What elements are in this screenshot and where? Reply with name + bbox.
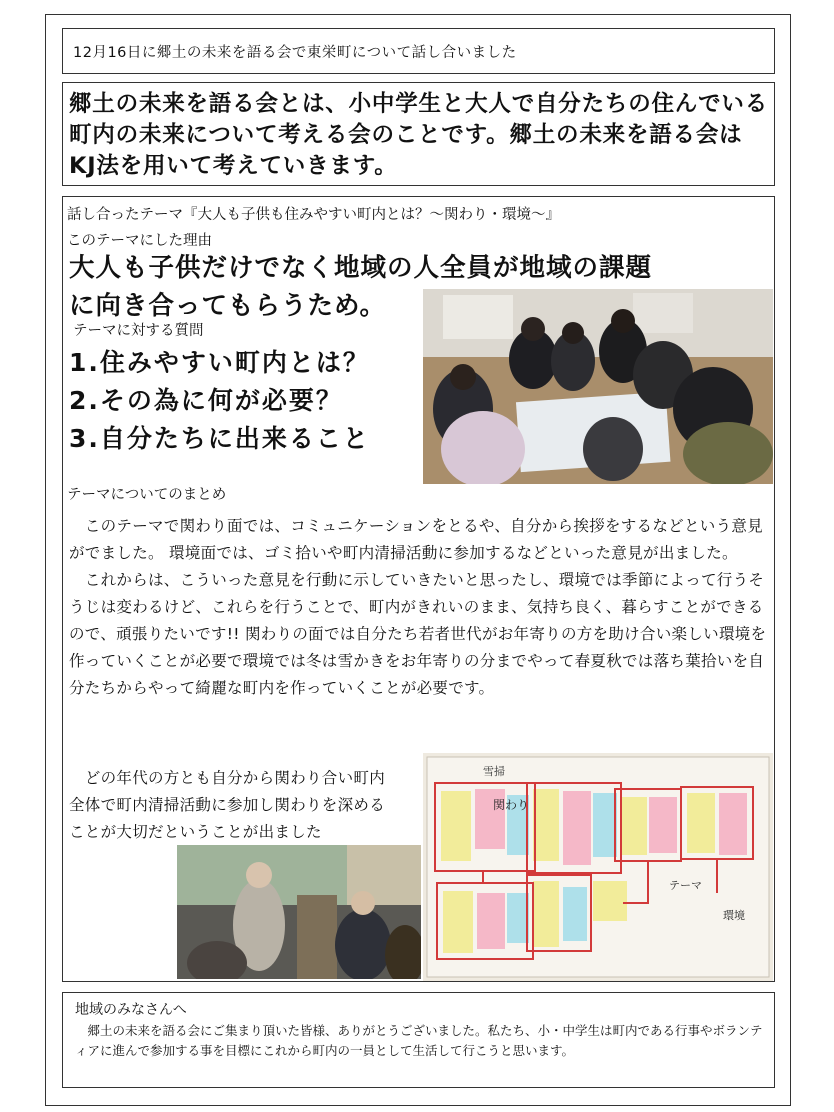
board-label-3: 環境 — [723, 909, 745, 922]
summary-label: テーマについてのまとめ — [67, 487, 227, 503]
footer-box — [62, 992, 775, 1088]
page-title: 12月16日に郷土の未来を語る会で東栄町について話し合いました — [73, 45, 517, 61]
question-label: テーマに対する質問 — [73, 323, 204, 339]
board-label-2: 関わり — [493, 798, 530, 812]
question-1: 1.住みやすい町内とは？ — [69, 348, 370, 377]
summary-paragraph-2: これからは、こういった意見を行動に示していきたいと思ったし、環境では季節によって行うそうじは変わるけど、これらを行うことで、町内がきれいのまま、気持ち良く、暮らすことができるので、頑張りたいです!! 関わりの面では自分たち若者世代がお年寄りの方を助け合い楽しい環境を作っていくことが必要で環境では冬は雪かきをお年寄りの分までやって春夏秋では落ち葉拾いを自分たちからやって綺麗な町内を作っていくことが必要です。 — [69, 571, 767, 697]
reason-line-2: に向き合ってもらうため。 — [69, 291, 386, 321]
header-box — [62, 28, 775, 74]
kj-board-photo — [423, 753, 773, 981]
footer-title: 地域のみなさんへ — [75, 1002, 187, 1018]
reason-line-1: 大人も子供だけでなく地域の人全員が地域の課題 — [69, 253, 653, 283]
theme-line: 話し合ったテーマ『大人も子供も住みやすい町内とは？～関わり・環境～』 — [67, 207, 560, 223]
summary-paragraph-1: このテーマで関わり面では、コミュニケーションをとるや、自分から挨拶をするなどという意見がでました。 環境面では、ゴミ拾いや町内清掃活動に参加するなどといった意見が出ました。 — [69, 517, 763, 562]
summary-body — [69, 513, 769, 702]
question-3: 3.自分たちに出来ること — [69, 424, 370, 453]
board-label-4: テーマ — [669, 879, 702, 892]
footer-body: 郷土の未来を語る会にご集まり頂いた皆様、ありがとうございました。私たち、小・中学生は町内である行事やボランティアに進んで参加する事を目標にこれから町内の一員として生活して行こうと思います。 — [75, 1023, 763, 1058]
discussion-photo — [423, 289, 773, 484]
intro-text: 郷土の未来を語る会とは、小中学生と大人で自分たちの住んでいる町内の未来について考える会のことです。郷土の未来を語る会はKJ法を用いて考えていきます。 — [69, 91, 769, 179]
summary-paragraph-3: どの年代の方とも自分から関わり合い町内全体で町内清掃活動に参加し関わりを深めることが大切だということが出ました — [69, 769, 386, 841]
question-2: 2.その為に何が必要？ — [69, 386, 343, 415]
adults-photo — [177, 845, 421, 979]
intro-box — [62, 82, 775, 186]
reason-label: このテーマにした理由 — [67, 233, 212, 249]
main-content-box — [62, 196, 775, 982]
board-label-1: 雪掃 — [483, 765, 505, 778]
